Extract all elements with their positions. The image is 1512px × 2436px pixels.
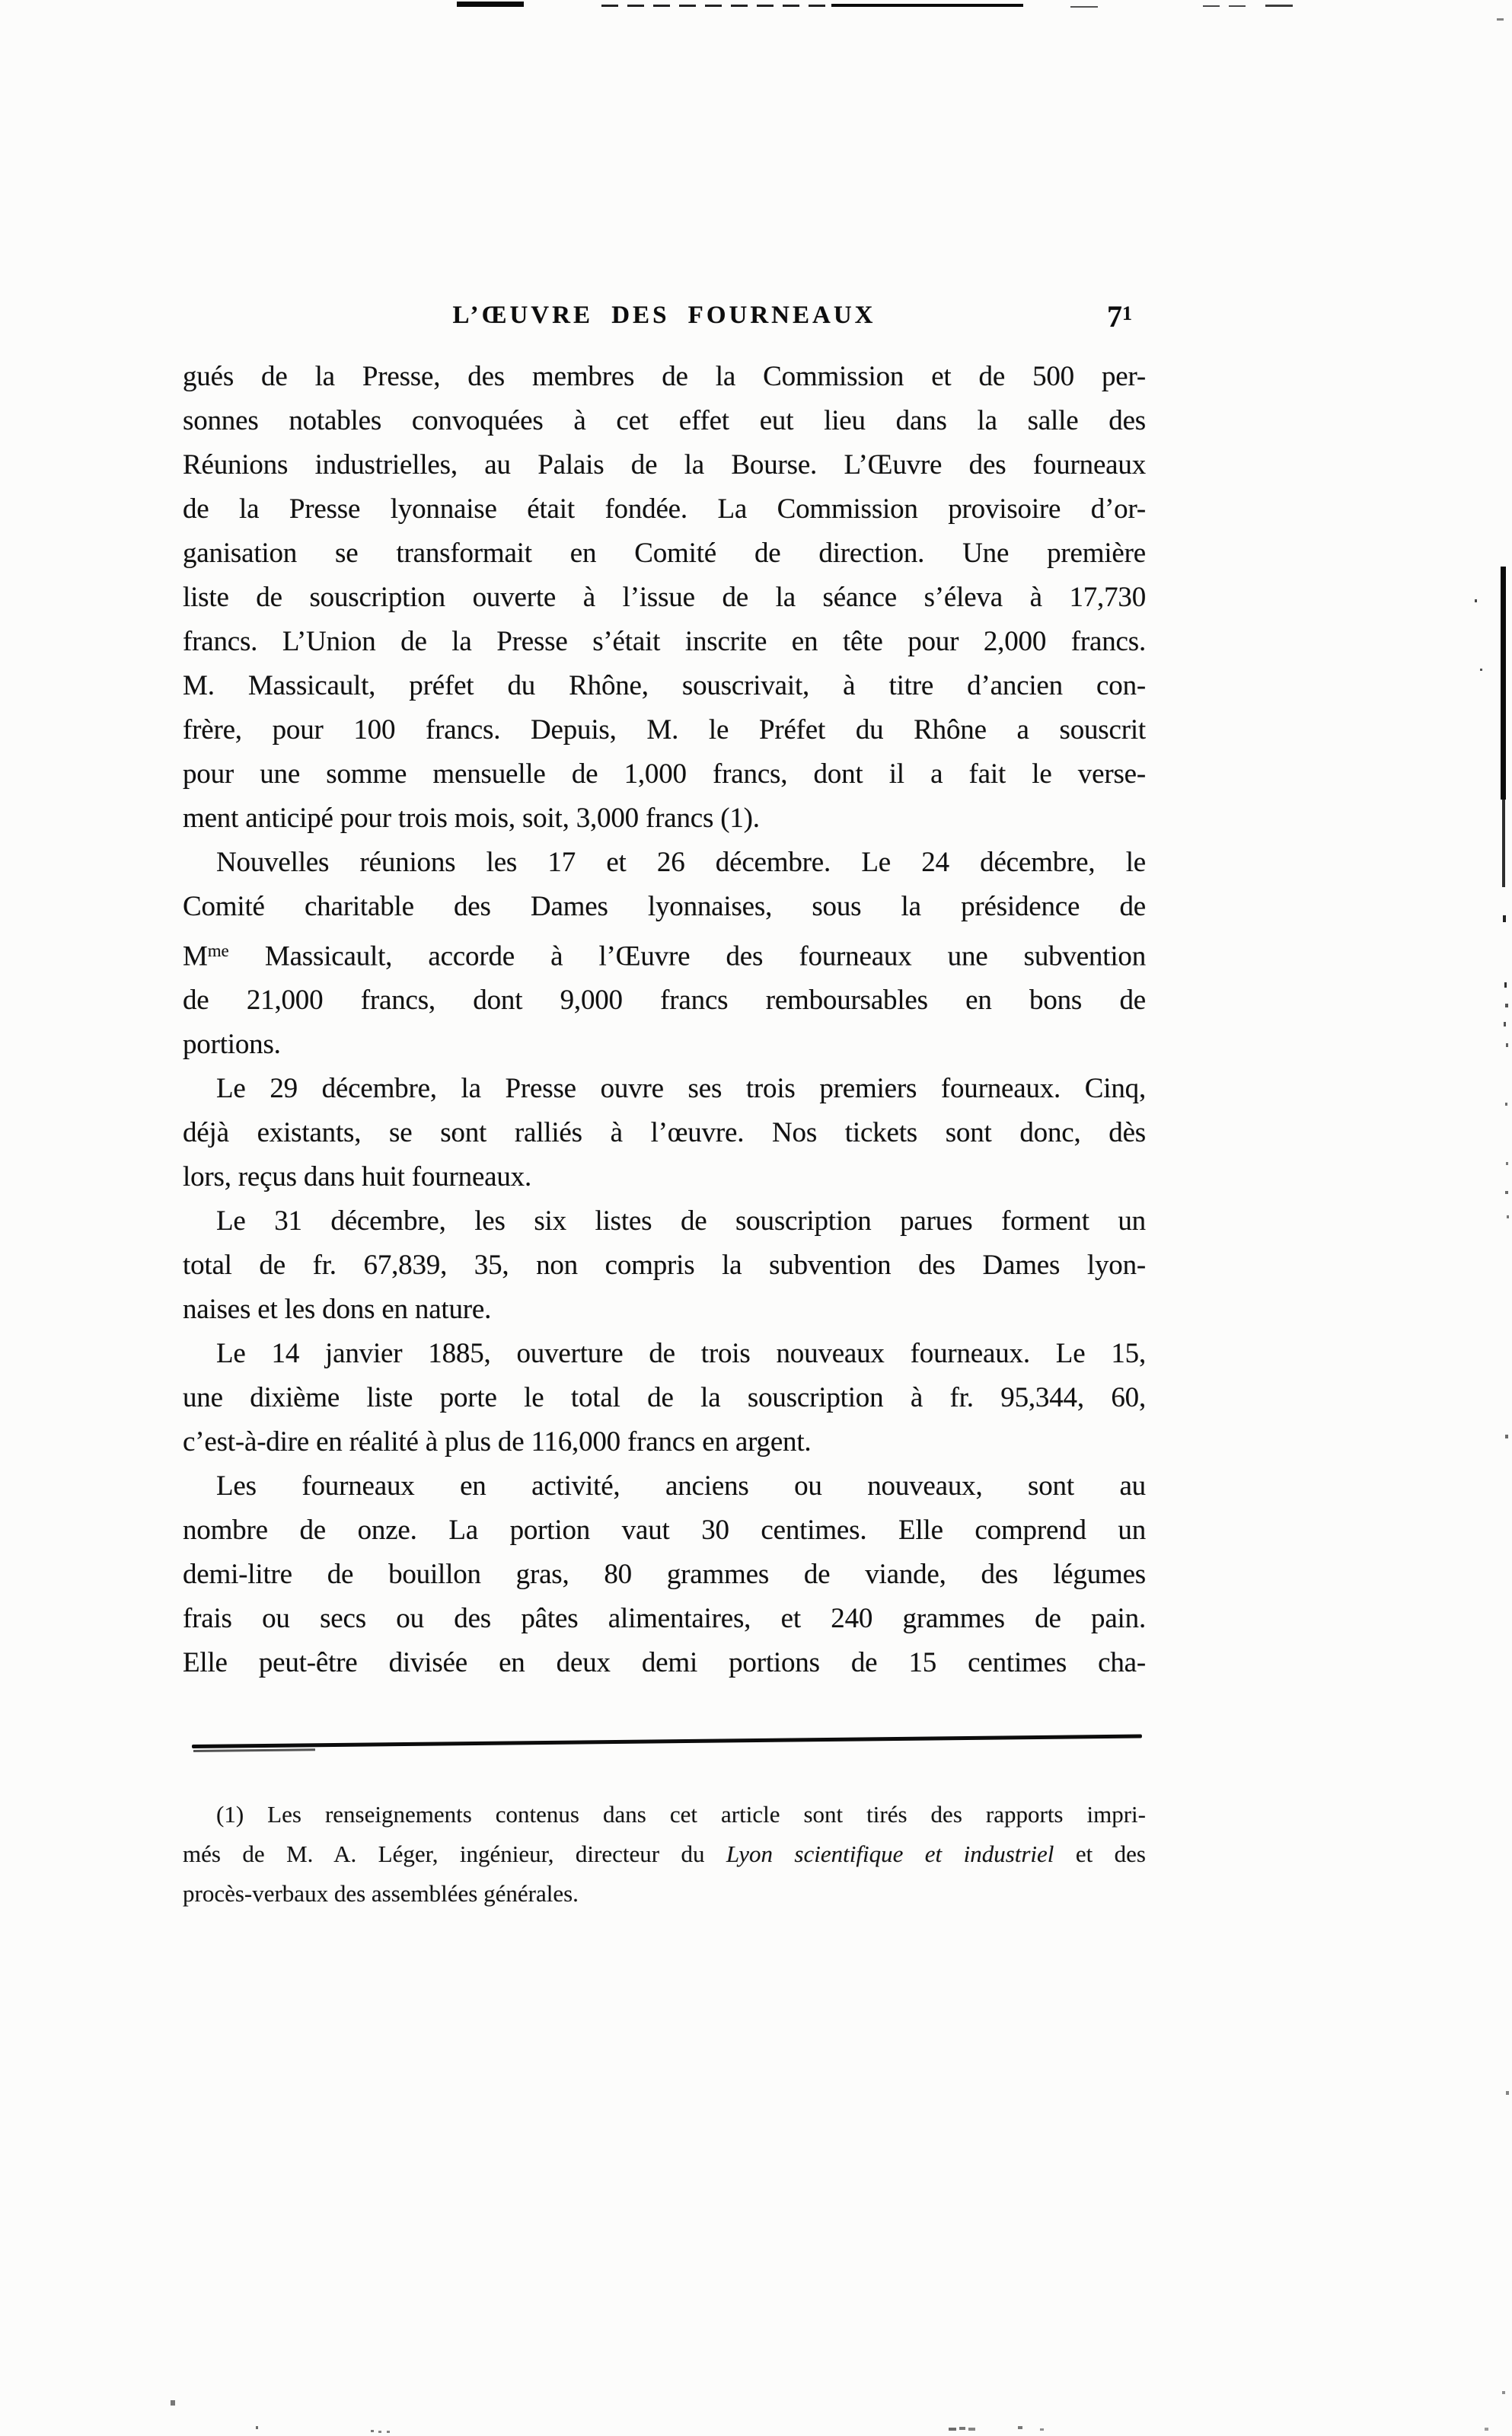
scan-artifact-mark [1497, 18, 1504, 21]
text-line: Nouvelles réunions les 17 et 26 décembre. Le 24 décembre, le [216, 847, 1146, 878]
scan-artifact-mark [1265, 5, 1293, 7]
footnote-text [183, 1795, 1146, 1914]
text-line: ganisation se transformait en Comité de direction. Une première [183, 538, 1146, 569]
text-line: Comité charitable des Dames lyonnaises, sous la présidence de [183, 891, 1146, 922]
text-run: M [183, 940, 208, 972]
scan-artifact-mark [1203, 5, 1252, 7]
text-line: Réunions industrielles, au Palais de la Bourse. L’Œuvre des fourneaux [183, 449, 1146, 480]
text-line: naises et les dons en nature. [183, 1294, 492, 1326]
scan-artifact-mark [968, 2428, 975, 2431]
text-line: demi-litre de bouillon gras, 80 grammes de viande, des légumes [183, 1559, 1146, 1591]
scan-artifact-mark [959, 2427, 965, 2430]
scan-artifact-mark [1475, 599, 1477, 602]
text-line: total de fr. 67,839, 35, non compris la subvention des Dames lyon- [183, 1250, 1146, 1282]
scan-artifact-mark [1504, 1022, 1506, 1026]
page-number [1107, 299, 1132, 334]
italic-text-run: Lyon scientifique et industriel [726, 1841, 1054, 1867]
text-line: liste de souscription ouverte à l’issue de la séance s’éleva à 17,730 [183, 582, 1146, 613]
scan-artifact-mark [1480, 669, 1482, 671]
scan-artifact-mark [1502, 800, 1505, 887]
text-line: déjà existants, se sont ralliés à l’œuvre. Nos tickets sont donc, dès [183, 1117, 1146, 1149]
scan-artifact-mark [1506, 2091, 1509, 2095]
scan-artifact-mark [1040, 2428, 1044, 2431]
scan-artifact-mark [1505, 1191, 1508, 1194]
scan-artifact-mark [171, 2400, 175, 2406]
text-line: nombre de onze. La portion vaut 30 centimes. Elle comprend un [183, 1515, 1146, 1547]
text-line: Les fourneaux en activité, anciens ou nouveaux, sont au [216, 1470, 1146, 1502]
text-line [183, 1834, 1146, 1874]
text-line: pour une somme mensuelle de 1,000 francs, dont il a fait le verse- [183, 758, 1146, 790]
text-line: frère, pour 100 francs. Depuis, M. le Préfet du Rhône a souscrit [183, 714, 1146, 745]
scan-artifact-mark [387, 2431, 390, 2433]
running-header [183, 299, 1146, 341]
body-text [183, 355, 1146, 1685]
text-line [183, 1874, 1146, 1914]
text-line: portions. [183, 1029, 281, 1061]
scan-artifact-mark [378, 2431, 381, 2433]
text-line: de 21,000 francs, dont 9,000 francs remboursables en bons de [183, 985, 1146, 1017]
text-run: (1) Les renseignements contenus dans cet article sont tirés des rapports impri- [216, 1801, 1146, 1828]
scan-artifact-mark [1507, 1215, 1509, 1218]
text-line: Le 29 décembre, la Presse ouvre ses trois premiers fourneaux. Cinq, [216, 1073, 1146, 1105]
text-run: més de M. A. Léger, ingénieur, directeur du [183, 1841, 726, 1867]
text-line: une dixième liste porte le total de la souscription à fr. 95,344, 60, [183, 1382, 1146, 1414]
text-line: ment anticipé pour trois mois, soit, 3,000 francs (1). [183, 803, 760, 834]
scan-artifact-mark [949, 2428, 956, 2431]
text-line: sonnes notables convoquées à cet effet eut lieu dans la salle des [183, 405, 1146, 436]
footnote-separator-rule-echo [193, 1748, 315, 1752]
scan-artifact-mark [1505, 1435, 1508, 1438]
text-line: M. Massicault, préfet du Rhône, souscrivait, à titre d’ancien con- [183, 670, 1146, 701]
scan-artifact-mark [1501, 567, 1506, 800]
scan-artifact-mark [1018, 2426, 1022, 2429]
scan-artifact-mark [453, 1132, 456, 1135]
scan-artifact-mark [1502, 2391, 1505, 2394]
scan-artifact-mark [1504, 982, 1507, 988]
scan-artifact-mark [1503, 915, 1506, 922]
text-line: gués de la Presse, des membres de la Commission et de 500 per- [183, 361, 1146, 392]
page-title: L’ŒUVRE DES FOURNEAUX [452, 302, 876, 329]
scan-artifact-mark [1505, 1004, 1508, 1007]
scan-artifact-mark [1485, 2428, 1488, 2431]
scan-artifact-mark [1505, 1103, 1507, 1106]
text-line: Le 31 décembre, les six listes de souscription parues forment un [216, 1205, 1146, 1237]
text-run: procès-verbaux des assemblées générales. [183, 1880, 579, 1907]
scan-artifact-mark [1506, 1043, 1508, 1047]
text-line: frais ou secs ou des pâtes alimentaires, et 240 grammes de pain. [183, 1603, 1146, 1635]
text-run: Massicault, accorde à l’Œuvre des fourneaux une subvention [228, 940, 1146, 972]
scan-artifact-mark [256, 2426, 258, 2429]
scan-artifact-mark [601, 5, 830, 7]
footnote-separator-rule [192, 1734, 1142, 1748]
scan-artifact-mark [371, 2430, 374, 2432]
text-run: et des [1054, 1841, 1146, 1867]
scan-artifact-mark [1506, 1162, 1508, 1165]
superscript-run: me [207, 941, 229, 960]
text-line [183, 929, 1146, 979]
text-line: Le 14 janvier 1885, ouverture de trois nouveaux fourneaux. Le 15, [216, 1338, 1146, 1370]
text-line: francs. L’Union de la Presse s’était inscrite en tête pour 2,000 francs. [183, 626, 1146, 657]
page-number-main: 7 [1107, 299, 1122, 334]
scan-artifact-mark [1070, 6, 1098, 8]
page-number-small-digit: 1 [1122, 302, 1132, 324]
text-line: de la Presse lyonnaise était fondée. La Commission provisoire d’or- [183, 493, 1146, 525]
scan-artifact-mark [457, 2, 524, 7]
text-line: lors, reçus dans huit fourneaux. [183, 1161, 532, 1193]
scan-artifact-mark [831, 4, 1023, 7]
text-line [183, 1795, 1146, 1834]
text-line: Elle peut-être divisée en deux demi portions de 15 centimes cha- [183, 1647, 1146, 1679]
text-line: c’est-à-dire en réalité à plus de 116,000 francs en argent. [183, 1426, 812, 1458]
